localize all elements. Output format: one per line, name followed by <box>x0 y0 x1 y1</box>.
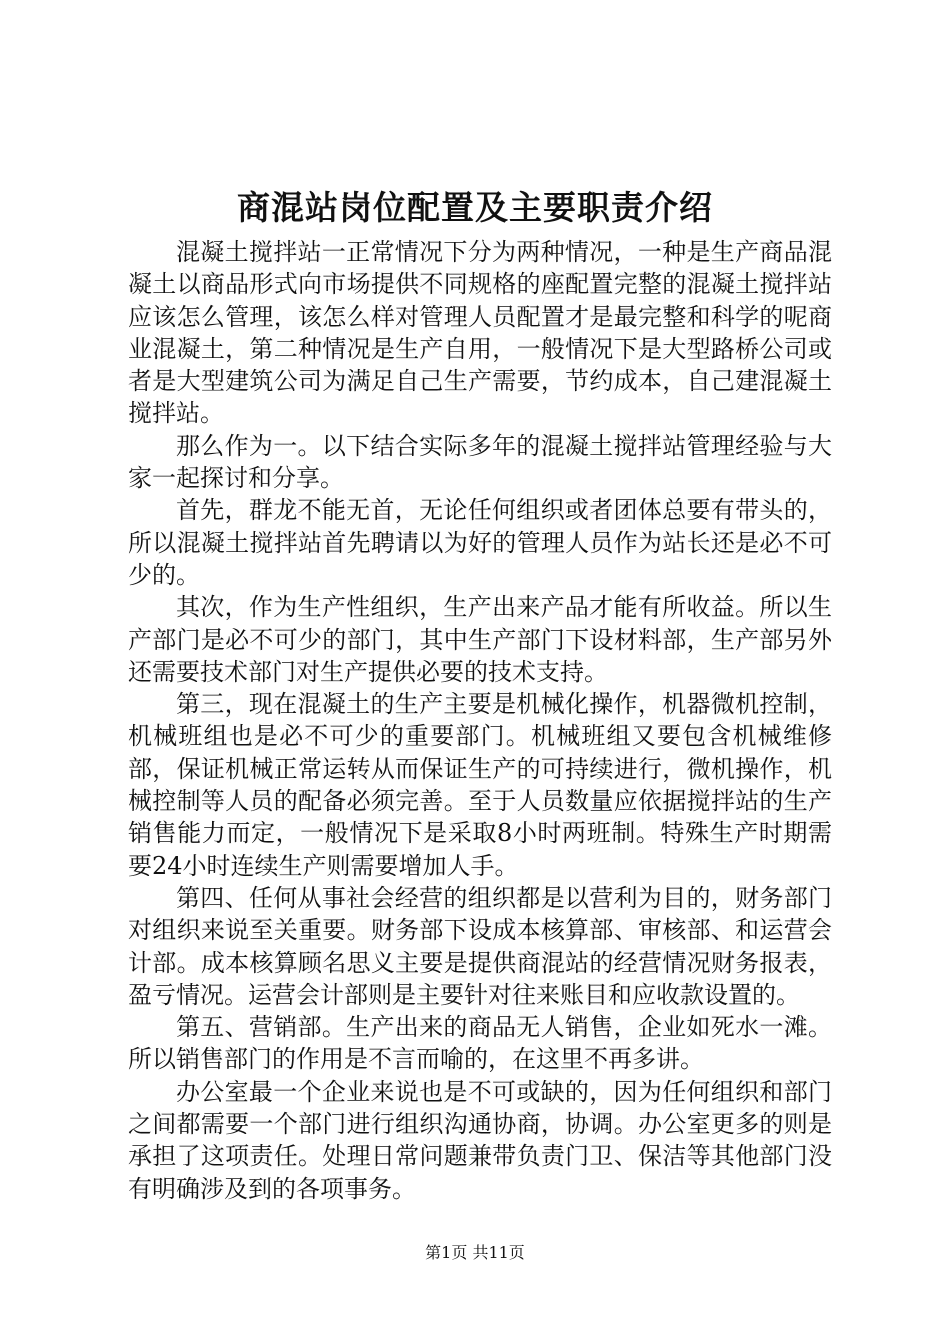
paragraph-fourth: 第四、任何从事社会经营的组织都是以营利为目的，财务部门对组织来说至关重要。财务部下设成本核算部、审核部、和运营会计部。成本核算顾名思义主要是提供商混站的经营情况财务报表，盈亏情况。运营会计部则是主要针对往来账目和应收款设置的。 <box>128 883 832 1009</box>
paragraph-office: 办公室最一个企业来说也是不可或缺的，因为任何组织和部门之间都需要一个部门进行组织沟通协商，协调。办公室更多的则是承担了这项责任。处理日常问题兼带负责门卫、保洁等其他部门没有明确涉及到的各项事务。 <box>128 1077 832 1203</box>
paragraph-fifth: 第五、营销部。生产出来的商品无人销售，企业如死水一滩。所以销售部门的作用是不言而喻的，在这里不再多讲。 <box>128 1013 832 1074</box>
paragraph-second: 其次，作为生产性组织，生产出来产品才能有所收益。所以生产部门是必不可少的部门，其中生产部门下设材料部，生产部另外还需要技术部门对生产提供必要的技术支持。 <box>128 593 832 686</box>
page-footer: 第1页 共11页 <box>425 1243 525 1262</box>
document-title: 商混站岗位配置及主要职责介绍 <box>237 188 713 227</box>
document-body <box>128 236 832 1205</box>
paragraph-third: 第三，现在混凝土的生产主要是机械化操作，机器微机控制，机械班组也是必不可少的重要部门。机械班组又要包含机械维修部，保证机械正常运转从而保证生产的可持续进行，微机操作，机械控制等人员的配备必须完善。至于人员数量应依据搅拌站的生产销售能力而定，一般情况下是采取8小时两班制。特殊生产时期需要24小时连续生产则需要增加人手。 <box>128 690 832 880</box>
paragraph-intro: 混凝土搅拌站一正常情况下分为两种情况，一种是生产商品混凝土以商品形式向市场提供不同规格的座配置完整的混凝土搅拌站应该怎么管理，该怎么样对管理人员配置才是最完整和科学的呢商业混凝土，第二种情况是生产自用，一般情况下是大型路桥公司或者是大型建筑公司为满足自己生产需要，节约成本，自己建混凝土搅拌站。 <box>128 238 832 428</box>
paragraph-first: 首先，群龙不能无首，无论任何组织或者团体总要有带头的，所以混凝土搅拌站首先聘请以为好的管理人员作为站长还是必不可少的。 <box>128 496 832 589</box>
paragraph-overview: 那么作为一。以下结合实际多年的混凝土搅拌站管理经验与大家一起探讨和分享。 <box>128 431 832 493</box>
